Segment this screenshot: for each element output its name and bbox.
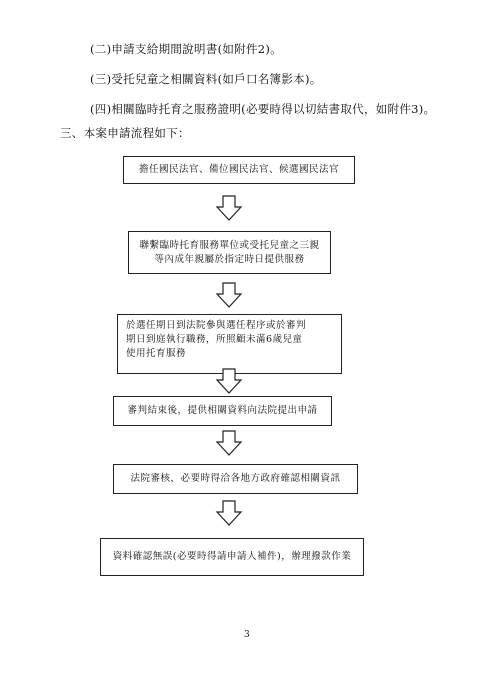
down-arrow-icon bbox=[215, 500, 243, 526]
list-item-2: (二)申請支給期間說明書(如附件2)。 bbox=[90, 42, 282, 56]
down-arrow-icon bbox=[215, 282, 243, 308]
flow-step-2-text-1: 聯繫臨時托育服務單位或受托兒童之三親 bbox=[139, 239, 320, 251]
flow-step-5-text: 法院審核，必要時得洽各地方政府確認相關資訊 bbox=[130, 473, 341, 484]
section-heading: 三、本案申請流程如下： bbox=[60, 126, 190, 140]
flow-step-4 bbox=[113, 396, 332, 426]
flow-step-1 bbox=[123, 156, 355, 184]
flow-step-1-text: 擔任國民法官、備位國民法官、候選國民法官 bbox=[138, 164, 339, 175]
flow-step-4-text: 審判結束後，提供相關資料向法院提出申請 bbox=[127, 405, 318, 416]
down-arrow-icon bbox=[215, 430, 243, 456]
down-arrow-icon bbox=[215, 195, 243, 221]
down-arrow-icon bbox=[215, 368, 243, 394]
flow-step-5 bbox=[113, 464, 358, 494]
flow-step-3-text-3: 使用托育服務 bbox=[126, 348, 187, 359]
page-number: 3 bbox=[244, 630, 250, 640]
flow-step-3-text-1: 於選任期日到法院參與選任程序或於審判 bbox=[126, 320, 307, 331]
list-item-4: (四)相關臨時托育之服務證明(必要時得以切結書取代，如附件3)。 bbox=[90, 102, 436, 116]
flow-step-3-text-2: 期日到庭執行職務，所照顧未滿6歲兒童 bbox=[126, 334, 303, 345]
flow-step-2-text-2: 等內成年親屬於指定時日提供服務 bbox=[154, 253, 305, 265]
flow-step-6 bbox=[100, 538, 364, 576]
flow-step-3 bbox=[117, 314, 342, 374]
flow-step-6-text: 資料確認無誤(必要時得請申請人補件)，辦理撥款作業 bbox=[112, 551, 352, 562]
list-item-3: (三)受托兒童之相關資料(如戶口名簿影本)。 bbox=[90, 72, 322, 86]
flow-step-2 bbox=[128, 231, 331, 274]
